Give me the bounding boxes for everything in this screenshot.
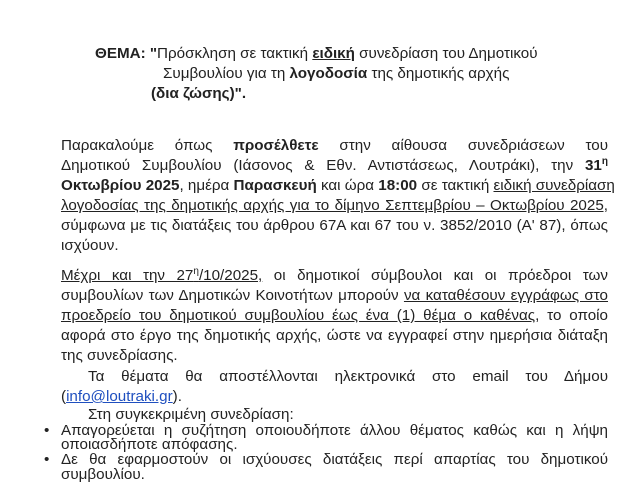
bullet-icon: • — [44, 451, 50, 469]
bullet-2-line-1: Δε θα εφαρμοστούν οι ισχύουσες διατάξεις περί απαρτίας του δημοτικού — [61, 451, 608, 469]
subject-quote-close: ". — [234, 85, 247, 102]
para2-text: , το οποίο — [535, 307, 608, 324]
para1-line-6: ισχύουν. — [61, 237, 119, 254]
subject-line-3 — [151, 84, 246, 104]
subject-label: ΘΕΜΑ: — [95, 45, 146, 62]
deadline-date: /10/2025, — [198, 267, 263, 284]
meeting-month: Οκτωβρίου 2025 — [61, 177, 180, 194]
subject-quote-open: " — [145, 45, 158, 62]
email-link[interactable]: info@loutraki.gr — [66, 388, 173, 405]
para3-line-1: Τα θέματα θα αποστέλλονται ηλεκτρονικά στο email του Δήμου — [88, 368, 608, 385]
submission-requirement: να καταθέσουν εγγράφως στο — [403, 287, 609, 304]
para2-line-2 — [61, 286, 608, 306]
para1-text: στην αίθουσα συνεδριάσεων του — [318, 137, 608, 154]
bullet-1-line-2: οποιασδήποτε απόφασης. — [61, 436, 238, 454]
bullet-2-line-2: συμβουλίου. — [61, 466, 145, 483]
subject-text: Πρόσκληση σε τακτική — [157, 45, 313, 62]
para1-line-3 — [61, 176, 615, 196]
para2-line-4: αφορά στο έργο της δημοτικής αρχής, ώστε να εγγραφεί στην ημερήσια διάταξη — [61, 327, 608, 344]
deadline-date: Μέχρι και την 27 — [61, 267, 194, 284]
para3-text: ). — [172, 388, 182, 405]
meeting-day: 31 — [584, 157, 602, 174]
para1-line-5: σύμφωνα με τις διατάξεις του άρθρου 67Α και 67 του ν. 3852/2010 (Α' 87), όπως — [61, 217, 608, 234]
para1-text: , ημέρα — [179, 177, 234, 194]
para1-line-4: λογοδοσίας της δημοτικής αρχής για το δίμηνο Σεπτεμβρίου – Οκτωβρίου 2025, — [61, 197, 608, 214]
subject-text: της δημοτικής αρχής — [367, 65, 510, 82]
meeting-type: ειδική συνεδρίαση — [493, 177, 615, 194]
subject-text: συνεδρίαση του Δημοτικού — [354, 45, 538, 62]
para1-line-2 — [61, 156, 608, 176]
subject-line-2 — [163, 64, 509, 84]
subject-special-word: ειδική — [312, 45, 355, 62]
para1-text: και ώρα — [316, 177, 379, 194]
deadline-suffix: η — [193, 265, 199, 277]
para2-line-1 — [61, 266, 608, 286]
bullet-icon: • — [44, 421, 50, 439]
para1-line-1 — [61, 136, 608, 156]
meeting-day-suffix: η — [601, 155, 608, 167]
meeting-weekday: Παρασκευή — [233, 177, 317, 194]
meeting-time: 18:00 — [378, 177, 418, 194]
subject-accountability-word: λογοδοσία — [289, 65, 368, 82]
para4-line-1: Στη συγκεκριμένη συνεδρίαση: — [88, 406, 294, 424]
para2-text: συμβουλίων των Δημοτικών Κοινοτήτων μπορούν — [61, 287, 404, 304]
para3-text: ( — [61, 388, 67, 405]
para2-text: οι δημοτικοί σύμβουλοι και οι πρόεδροι των — [262, 267, 608, 284]
para2-line-5: της συνεδρίασης. — [61, 347, 178, 364]
bullet-1-line-1: Απαγορεύεται η συζήτηση οποιουδήποτε άλλου θέματος καθώς και η λήψη — [61, 421, 608, 439]
subject-in-person: (δια ζώσης) — [151, 85, 235, 102]
para2-line-3 — [61, 306, 608, 326]
para1-attend-word: προσέλθετε — [233, 137, 319, 154]
para3-line-2 — [61, 387, 182, 407]
para1-text: σε τακτική — [417, 177, 494, 194]
submission-requirement: προεδρείο του δημοτικού συμβουλίου έως ένα (1) θέμα ο καθένας — [61, 307, 536, 324]
subject-line-1 — [95, 44, 538, 64]
subject-text: Συμβουλίου για τη — [163, 65, 290, 82]
para1-text: Δημοτικού Συμβουλίου (Ιάσονος & Εθν. Αντιστάσεως, Λουτράκι), την — [61, 157, 585, 174]
para1-text: Παρακαλούμε όπως — [61, 137, 234, 154]
